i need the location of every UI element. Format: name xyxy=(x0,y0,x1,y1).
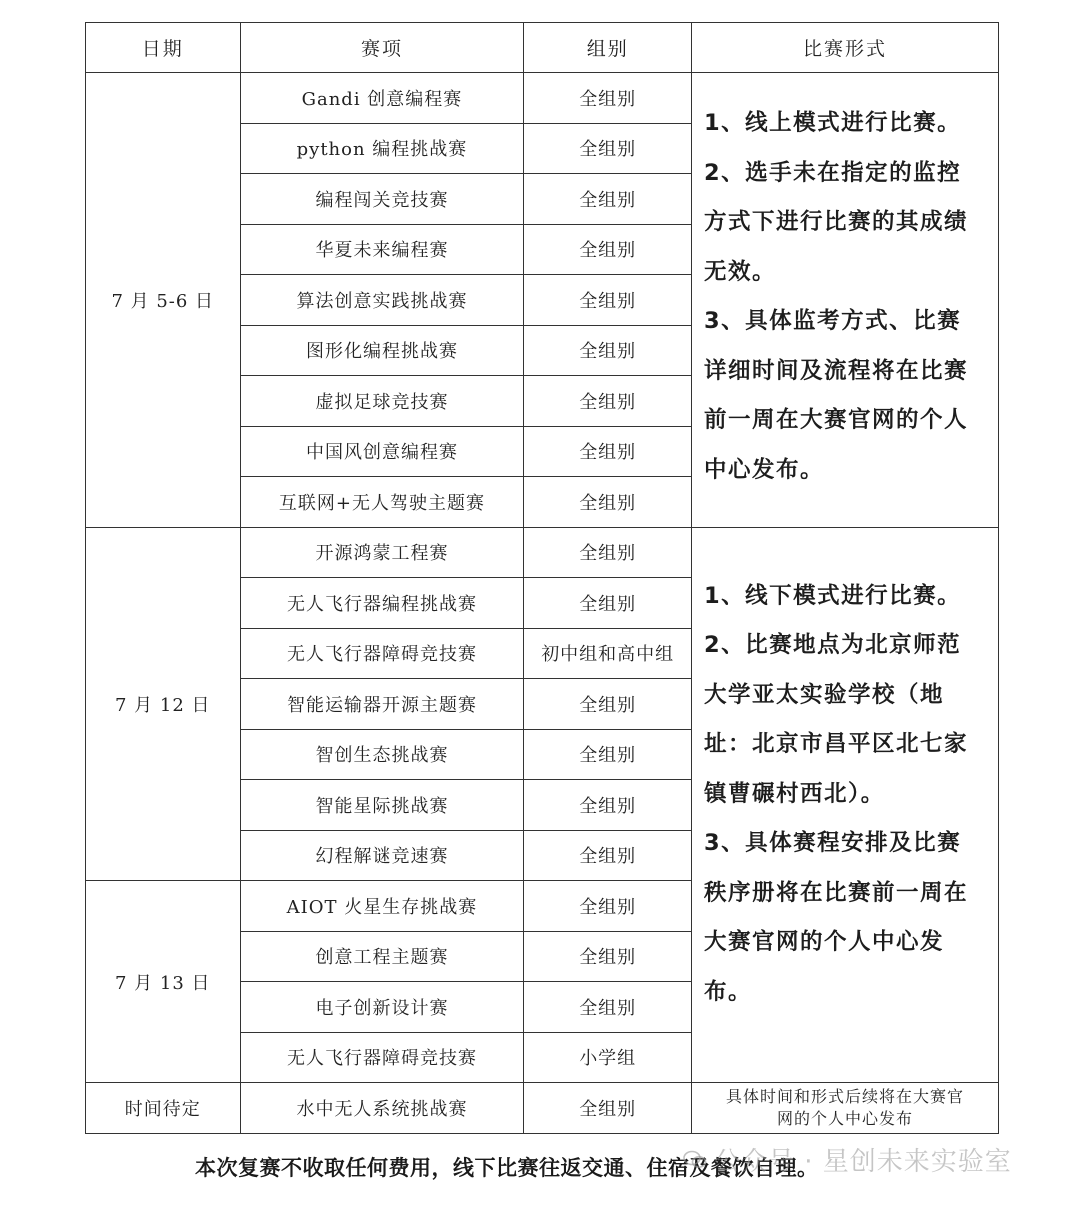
event-cell: python 编程挑战赛 xyxy=(240,123,524,174)
event-cell: 无人飞行器障碍竞技赛 xyxy=(240,1032,524,1083)
header-group: 组别 xyxy=(524,23,692,73)
date-cell: 7 月 13 日 xyxy=(86,881,241,1083)
format-line: 大学亚太实验学校（地 xyxy=(703,681,944,708)
table-row xyxy=(86,527,999,578)
event-cell: 智创生态挑战赛 xyxy=(240,729,524,780)
group-cell: 全组别 xyxy=(524,325,692,376)
format-line: 3、具体监考方式、比赛 xyxy=(703,308,962,334)
format-line: 详细时间及流程将在比赛 xyxy=(703,357,968,384)
format-line: 镇曹碾村西北）。 xyxy=(703,780,885,807)
format-line: 1、线下模式进行比赛。 xyxy=(703,582,962,609)
event-cell: 华夏未来编程赛 xyxy=(240,224,524,275)
format-line: 秩序册将在比赛前一周在 xyxy=(703,879,968,906)
group-cell: 全组别 xyxy=(524,982,692,1033)
table-header-row xyxy=(86,23,999,73)
group-cell: 全组别 xyxy=(524,477,692,528)
group-cell: 全组别 xyxy=(524,224,692,275)
format-line: 前一周在大赛官网的个人 xyxy=(703,407,968,433)
table-row xyxy=(86,73,999,124)
header-format: 比赛形式 xyxy=(691,23,998,73)
format-line: 址：北京市昌平区北七家 xyxy=(703,731,968,757)
event-cell: 算法创意实践挑战赛 xyxy=(240,275,524,326)
group-cell: 全组别 xyxy=(524,729,692,780)
event-cell: 智能星际挑战赛 xyxy=(240,780,524,831)
watermark xyxy=(682,1141,1012,1178)
group-cell: 全组别 xyxy=(524,123,692,174)
date-cell: 7 月 5-6 日 xyxy=(86,73,241,528)
event-cell: 开源鸿蒙工程赛 xyxy=(240,527,524,578)
group-cell: 初中组和高中组 xyxy=(524,628,692,679)
group-cell: 全组别 xyxy=(524,1083,692,1134)
format-line: 方式下进行比赛的其成绩 xyxy=(703,209,968,235)
event-cell: 水中无人系统挑战赛 xyxy=(240,1083,524,1134)
format-cell xyxy=(691,527,998,1083)
group-cell: 全组别 xyxy=(524,578,692,629)
watermark-text: 公众号 · 星创未来实验室 xyxy=(714,1147,1012,1177)
footer-note: 本次复赛不收取任何费用，线下比赛往返交通、住宿及餐饮自理。 xyxy=(195,1156,819,1180)
group-cell: 全组别 xyxy=(524,174,692,225)
event-cell: 幻程解谜竞速赛 xyxy=(240,830,524,881)
table-row xyxy=(86,1083,999,1134)
format-cell xyxy=(691,73,998,528)
competition-schedule-table xyxy=(85,22,999,1134)
group-cell: 全组别 xyxy=(524,830,692,881)
event-cell: 电子创新设计赛 xyxy=(240,982,524,1033)
event-cell: AIOT 火星生存挑战赛 xyxy=(240,881,524,932)
date-cell: 时间待定 xyxy=(86,1083,241,1134)
group-cell: 全组别 xyxy=(524,376,692,427)
date-cell: 7 月 12 日 xyxy=(86,527,241,881)
format-line: 大赛官网的个人中心发 xyxy=(703,929,944,955)
group-cell: 全组别 xyxy=(524,931,692,982)
event-cell: 虚拟足球竞技赛 xyxy=(240,376,524,427)
format-cell xyxy=(691,1083,998,1134)
event-cell: 中国风创意编程赛 xyxy=(240,426,524,477)
event-cell: 无人飞行器障碍竞技赛 xyxy=(240,628,524,679)
group-cell: 全组别 xyxy=(524,881,692,932)
format-line: 2、选手未在指定的监控 xyxy=(703,159,962,186)
wechat-icon xyxy=(682,1147,708,1173)
group-cell: 全组别 xyxy=(524,275,692,326)
event-cell: 互联网+无人驾驶主题赛 xyxy=(240,477,524,528)
group-cell: 全组别 xyxy=(524,426,692,477)
header-date: 日期 xyxy=(86,23,241,73)
format-line: 无效。 xyxy=(703,258,776,285)
event-cell: 图形化编程挑战赛 xyxy=(240,325,524,376)
event-cell: 编程闯关竞技赛 xyxy=(240,174,524,225)
event-cell: 创意工程主题赛 xyxy=(240,931,524,982)
event-cell: 智能运输器开源主题赛 xyxy=(240,679,524,730)
format-line: 网的个人中心发布 xyxy=(776,1108,913,1128)
event-cell: Gandi 创意编程赛 xyxy=(240,73,524,124)
group-cell: 全组别 xyxy=(524,527,692,578)
group-cell: 全组别 xyxy=(524,73,692,124)
format-line: 具体时间和形式后续将在大赛官 xyxy=(725,1086,964,1106)
event-cell: 无人飞行器编程挑战赛 xyxy=(240,578,524,629)
group-cell: 全组别 xyxy=(524,780,692,831)
format-line: 中心发布。 xyxy=(703,456,824,483)
format-line: 3、具体赛程安排及比赛 xyxy=(703,830,962,856)
format-line: 2、比赛地点为北京师范 xyxy=(703,632,962,658)
header-event: 赛项 xyxy=(240,23,524,73)
format-line: 布。 xyxy=(703,978,752,1005)
group-cell: 小学组 xyxy=(524,1032,692,1083)
format-line: 1、线上模式进行比赛。 xyxy=(703,110,962,136)
group-cell: 全组别 xyxy=(524,679,692,730)
